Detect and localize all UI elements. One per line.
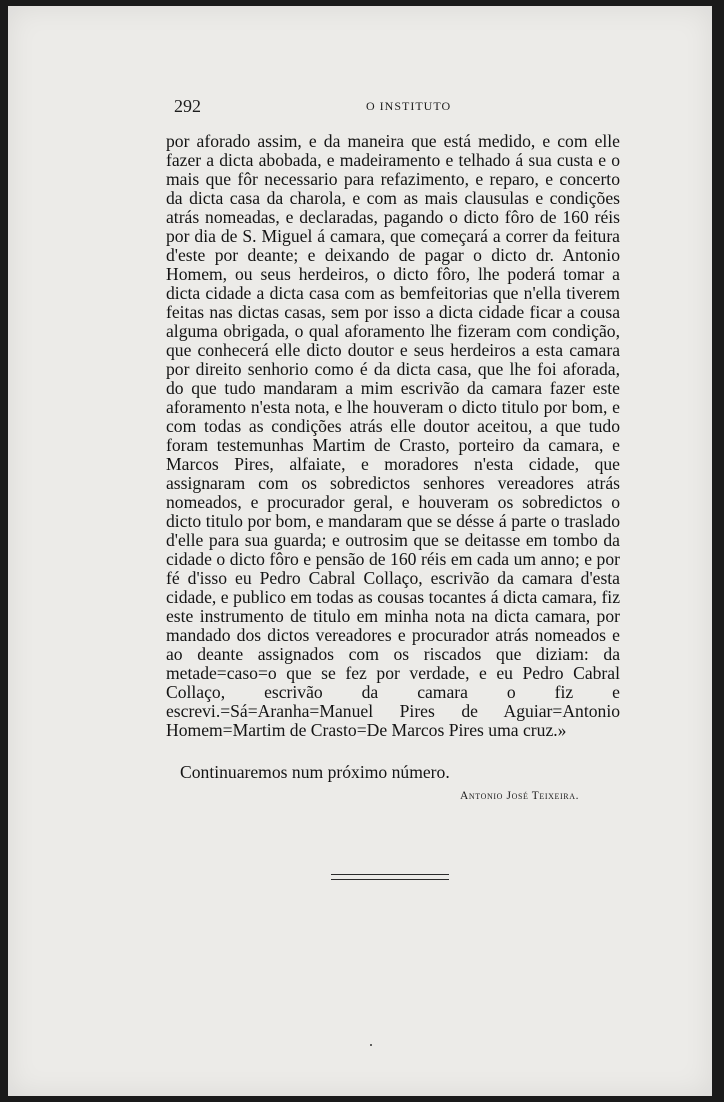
author-signature: Antonio José Teixeira. [460,790,580,802]
ink-speck [370,1044,372,1046]
main-text [166,132,620,740]
running-title: O INSTITUTO [366,99,452,113]
page-number: 292 [174,96,201,116]
body-paragraph: por aforado assim, e da maneira que está medido, e com elle fazer a dicta abobada, e madeiramento e telhado á sua custa e o mais que fôr necessario para refazimento, e reparo, e concerto da dicta casa da charola, e com as mais clausulas e condições atrás nomeadas, e declaradas, pagando o dicto fôro de 160 réis por dia de S. Miguel á camara, que começará a correr da feitura d'este por deante; e deixando de pagar o dicto dr. Antonio Homem, ou seus herdeiros, o dicto fôro, lhe poderá tomar a dicta cidade a dicta casa com as bemfeitorias que n'ella tiverem feitas nas dictas casas, sem por isso a dicta cidade ficar a cousa alguma obrigada, o qual aforamento lhe fizeram com condição, que conhecerá elle dicto doutor e seus herdeiros a esta camara por direito senhorio como é da dicta casa, que lhe foi aforada, do que tudo mandaram a mim escrivão da camara fazer este aforamento n'esta nota, e lhe houveram o dicto titulo por bom, e com todas as condições atrás elle doutor aceitou, a que tudo foram testemunhas Martim de Crasto, porteiro da camara, e Marcos Pires, alfaiate, e moradores n'esta cidade, que assignaram com os sobredictos senhores vereadores atrás nomeados, e procurador geral, e houveram os sobredictos o dicto titulo por bom, e mandaram que se désse á parte o traslado d'elle para sua guarda; e outrosim que se deitasse em tombo da cidade o dicto fôro e pensão de 160 réis em cada um anno; e por fé d'isso eu Pedro Cabral Collaço, escrivão da camara d'esta cidade, e publico em todas as cousas tocantes á dicta camara, fiz este instrumento de titulo em minha nota na dicta camara, por mandado dos dictos vereadores e procurador atrás nomeados e ao deante assignados com os riscados que diziam: da metade=caso=o que se fez por verdade, e eu Pedro Cabral Collaço, escrivão da camara o fiz e escrevi.=Sá=Aranha=Manuel Pires de Aguiar=Antonio Homem=Martim de Crasto=De Marcos Pires uma cruz.» [166,131,620,740]
continuation-note: Continuaremos num próximo número. [180,762,450,782]
closing-rule-top [331,874,449,875]
page-header [174,96,634,118]
closing-rule-bottom [331,879,449,880]
book-page [8,6,712,1096]
